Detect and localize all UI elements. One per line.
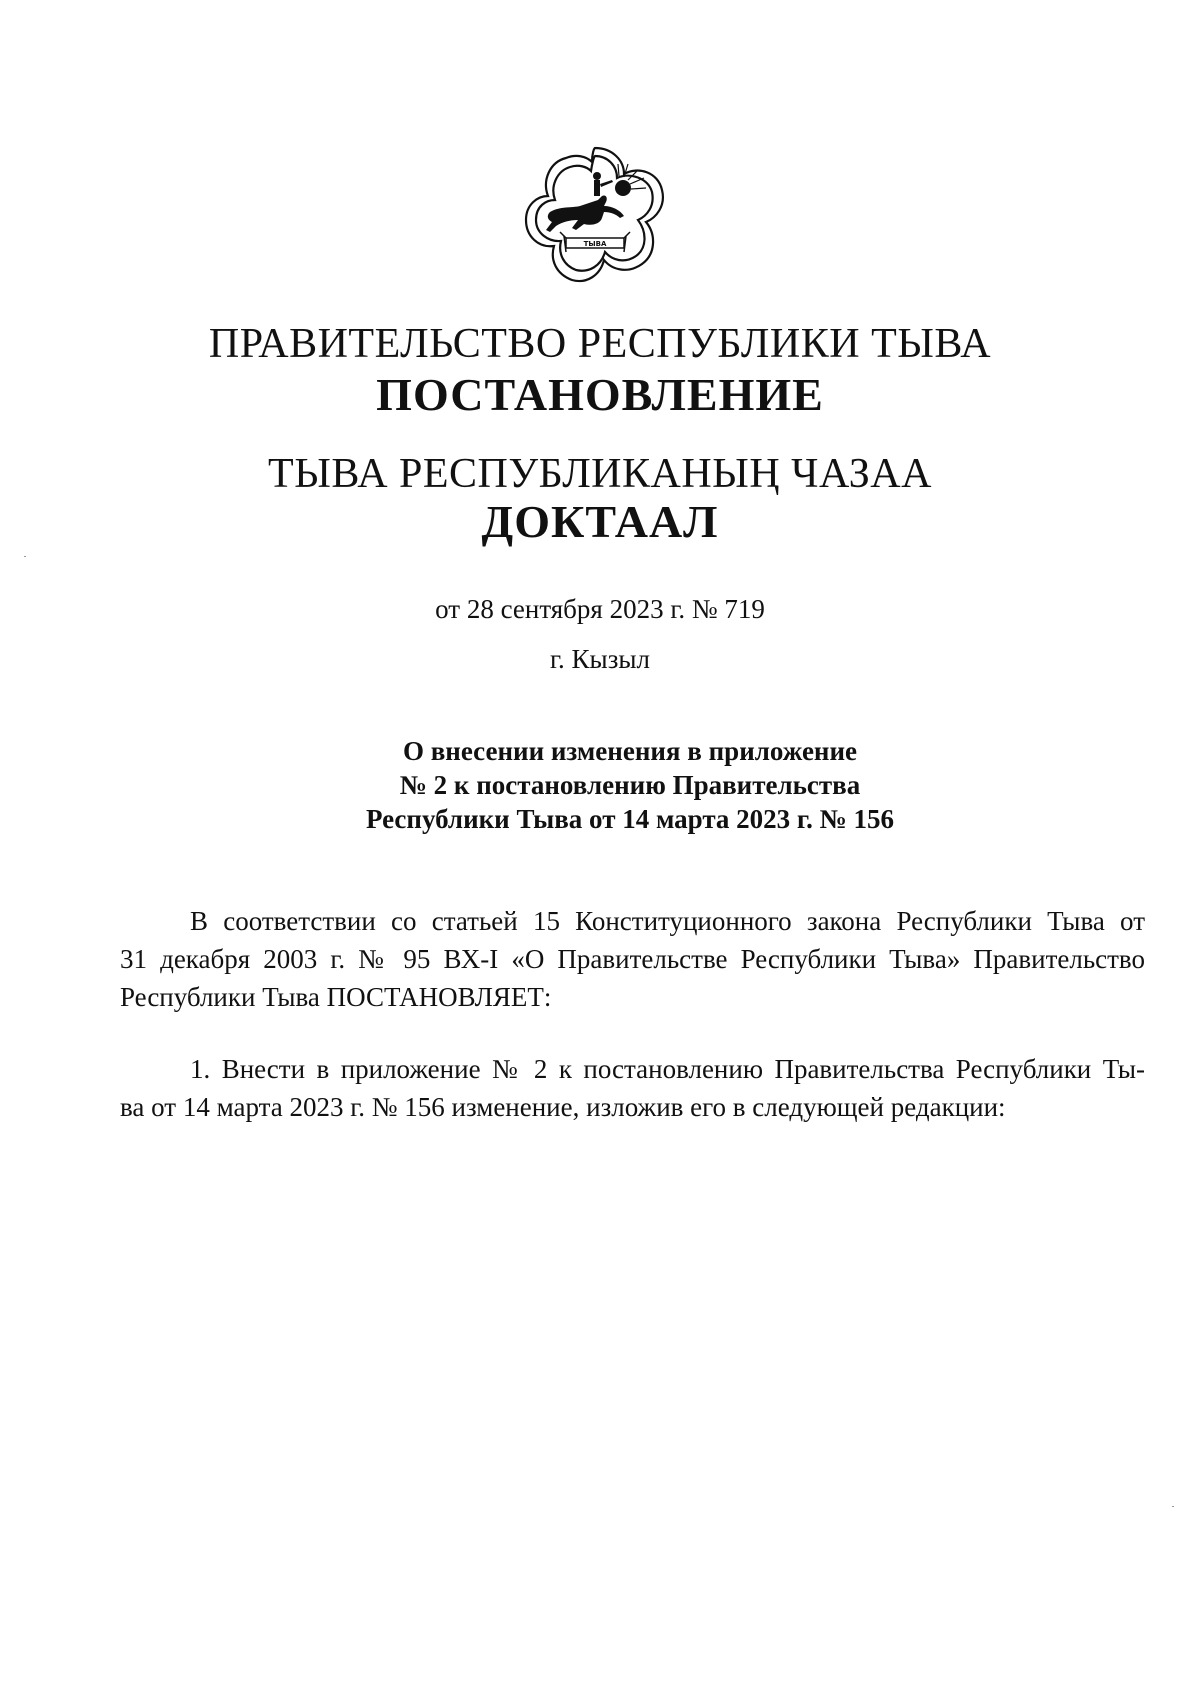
paragraph-line: 31 декабря 2003 г. № 95 ВХ-I «О Правительстве Республики Тыва» Правительство <box>120 944 1145 974</box>
body-paragraph-item-1 <box>120 1050 1145 1126</box>
document-date-number: от 28 сентября 2023 г. № 719 <box>435 594 765 624</box>
paragraph-line: В соответствии со статьей 15 Конституционного закона Республики Тыва от <box>190 906 1145 936</box>
paragraph-line: Республики Тыва ПОСТАНОВЛЯЕТ: <box>120 982 552 1012</box>
heading-line: Республики Тыва от 14 марта 2023 г. № 156 <box>365 804 895 834</box>
svg-text:ТЫВА: ТЫВА <box>583 240 607 248</box>
document-heading <box>330 734 930 836</box>
scan-speck <box>24 556 26 557</box>
heading-line: № 2 к постановлению Правительства <box>399 770 861 800</box>
paragraph-line: ва от 14 марта 2023 г. № 156 изменение, изложив его в следующей редакции: <box>120 1092 1006 1122</box>
scan-speck <box>1172 1506 1174 1507</box>
heading-line: О внесении изменения в приложение <box>402 736 858 766</box>
document-type-tyv: ДОКТААЛ <box>481 496 719 547</box>
government-title-tyv: ТЫВА РЕСПУБЛИКАНЫҢ ЧАЗАА <box>268 451 932 497</box>
document-type-ru: ПОСТАНОВЛЕНИЕ <box>376 369 824 420</box>
document-city: г. Кызыл <box>550 644 650 674</box>
paragraph-line: 1. Внести в приложение № 2 к постановлению Правительства Республики Ты- <box>190 1054 1145 1084</box>
government-title-ru: ПРАВИТЕЛЬСТВО РЕСПУБЛИКИ ТЫВА <box>208 321 992 367</box>
tuva-emblem-icon <box>520 140 670 290</box>
body-paragraph-preamble <box>120 902 1145 1016</box>
